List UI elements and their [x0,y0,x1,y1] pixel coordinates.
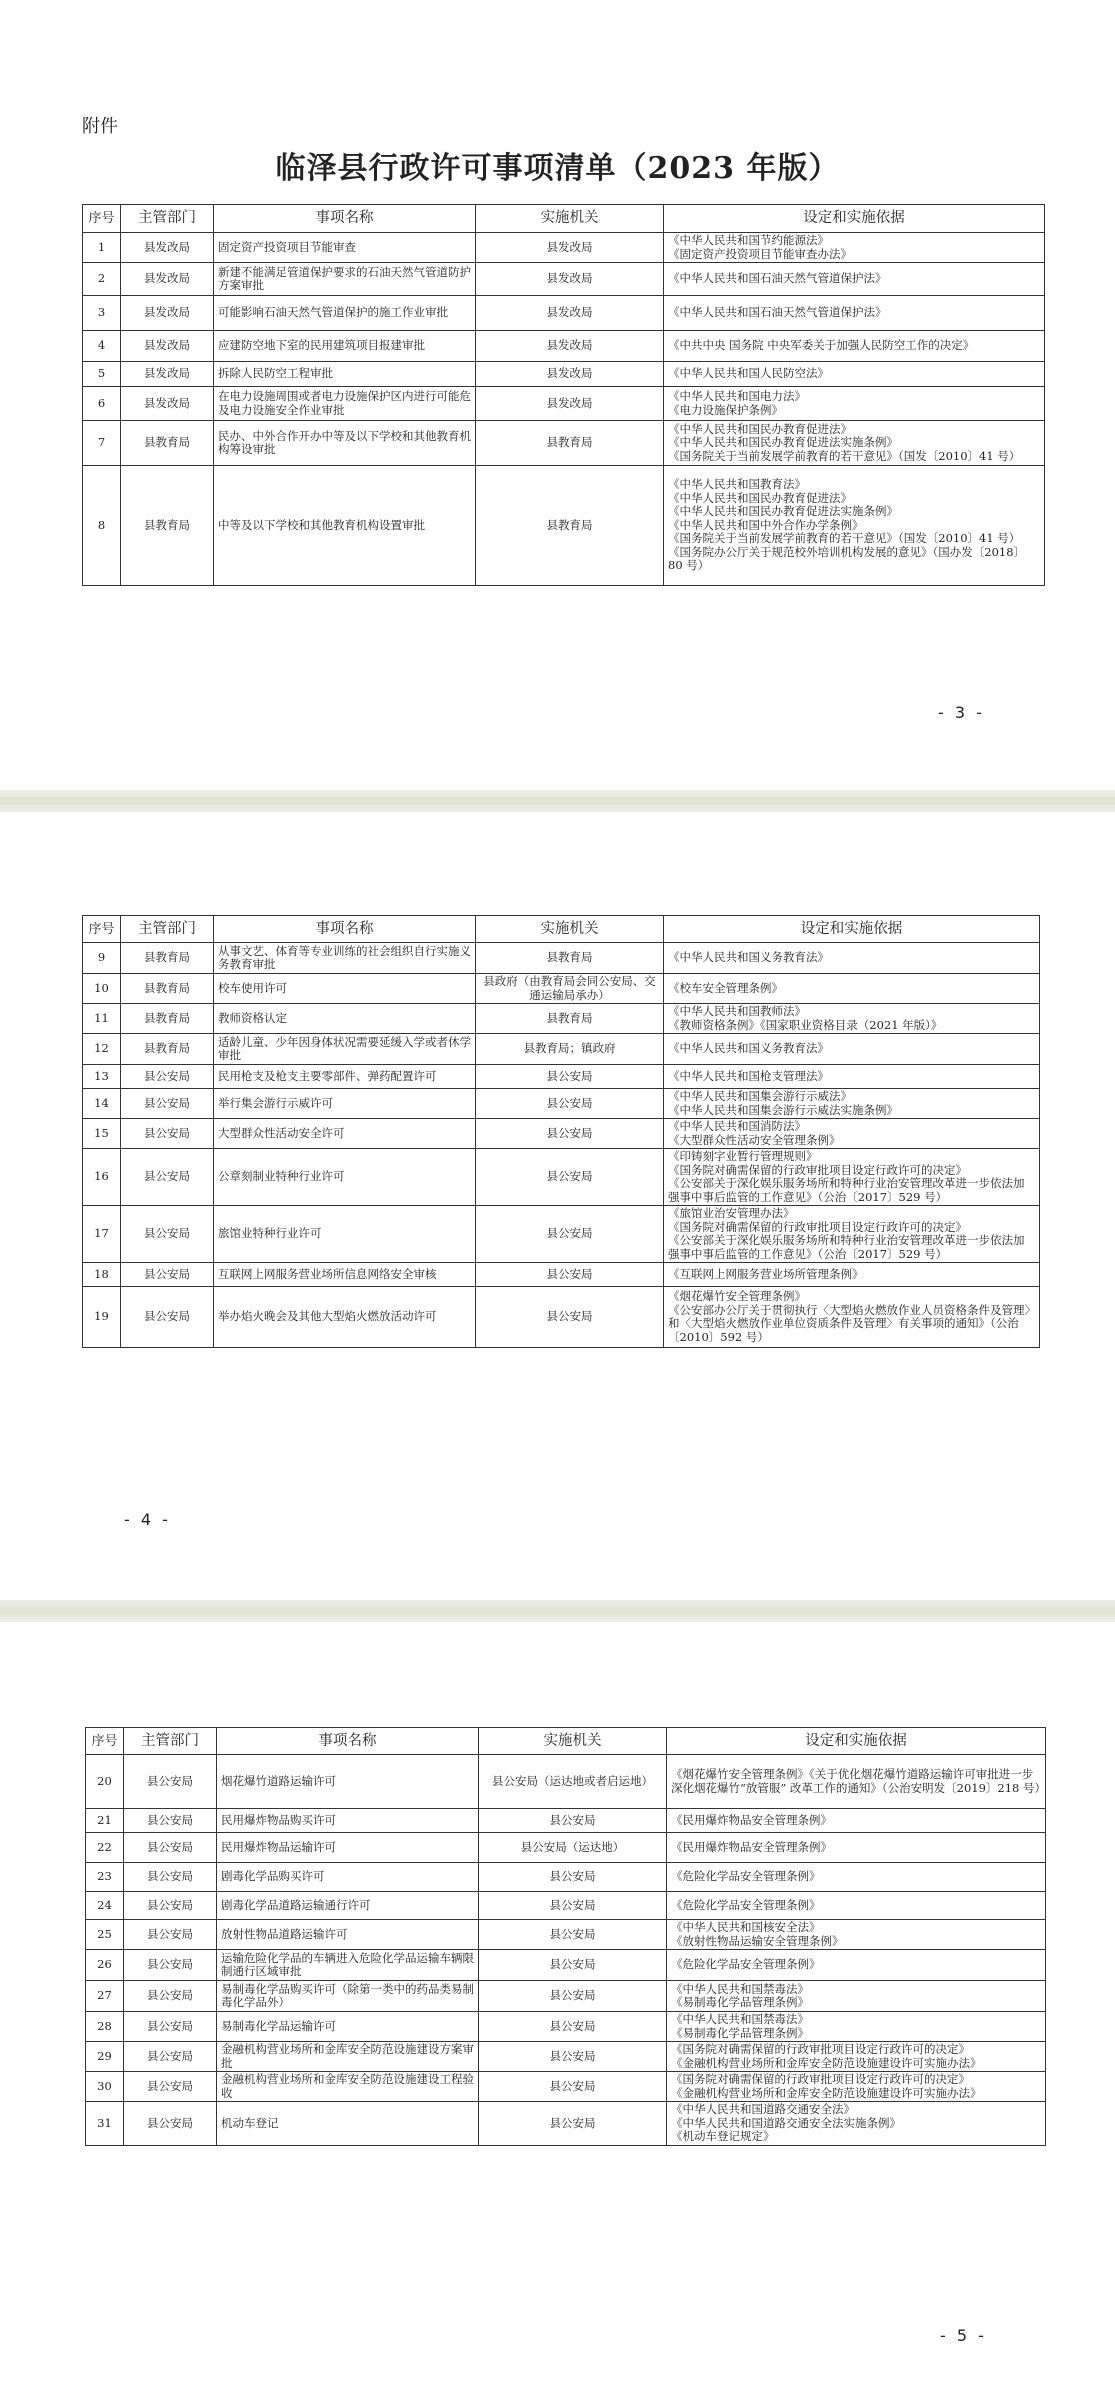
row-number: 10 [83,974,121,1004]
row-department: 县教育局 [121,1004,214,1034]
row-legal-basis: 《中华人民共和国核安全法》 《放射性物品运输安全管理条例》 [667,1920,1046,1950]
header-item: 事项名称 [217,1728,479,1755]
row-department: 县公安局 [121,1263,214,1287]
row-department: 县公安局 [124,1981,217,2012]
row-item-name: 放射性物品道路运输许可 [217,1920,479,1950]
attachment-label: 附件 [82,116,118,137]
row-legal-basis: 《中华人民共和国禁毒法》 《易制毒化学品管理条例》 [667,2012,1046,2042]
row-item-name: 校车使用许可 [214,974,476,1004]
row-number: 5 [83,362,121,387]
row-legal-basis: 《危险化学品安全管理条例》 [667,1950,1046,1981]
row-department: 县发改局 [121,387,214,421]
row-item-name: 举行集会游行示威许可 [214,1089,476,1119]
row-legal-basis: 《中华人民共和国人民防空法》 [664,362,1045,387]
page-number: - 4 - [124,1510,171,1529]
table-row [83,296,1045,331]
row-department: 县公安局 [124,1892,217,1920]
table-row [83,1119,1040,1149]
row-department: 县公安局 [124,2072,217,2102]
row-implementing-org: 县发改局 [476,362,664,387]
table-row [83,466,1045,586]
table-row [83,1263,1040,1287]
row-department: 县公安局 [124,2012,217,2042]
row-item-name: 新建不能满足管道保护要求的石油天然气管道防护方案审批 [214,263,476,296]
table-row [83,233,1045,263]
row-department: 县公安局 [121,1287,214,1348]
row-department: 县教育局 [121,421,214,466]
row-implementing-org: 县发改局 [476,233,664,263]
row-department: 县公安局 [124,1833,217,1863]
permit-table-page-3 [82,204,1045,586]
row-number: 16 [83,1149,121,1206]
permit-table-page-4 [82,915,1040,1348]
row-department: 县公安局 [121,1206,214,1263]
row-legal-basis: 《中华人民共和国禁毒法》 《易制毒化学品管理条例》 [667,1981,1046,2012]
row-number: 28 [86,2012,124,2042]
row-legal-basis: 《校车安全管理条例》 [664,974,1040,1004]
row-number: 24 [86,1892,124,1920]
table-row [83,387,1045,421]
row-department: 县发改局 [121,331,214,362]
row-legal-basis: 《中华人民共和国义务教育法》 [664,943,1040,974]
row-item-name: 互联网上网服务营业场所信息网络安全审核 [214,1263,476,1287]
table-row [86,1950,1046,1981]
row-item-name: 易制毒化学品运输许可 [217,2012,479,2042]
row-number: 6 [83,387,121,421]
row-legal-basis: 《中华人民共和国集会游行示威法》 《中华人民共和国集会游行示威法实施条例》 [664,1089,1040,1119]
row-department: 县教育局 [121,466,214,586]
row-legal-basis: 《中华人民共和国石油天然气管道保护法》 [664,296,1045,331]
permit-table-page-5 [85,1727,1046,2146]
table-row [83,421,1045,466]
row-implementing-org: 县公安局（运达地） [479,1833,667,1863]
row-legal-basis: 《危险化学品安全管理条例》 [667,1892,1046,1920]
header-org: 实施机关 [479,1728,667,1755]
row-implementing-org: 县发改局 [476,331,664,362]
row-implementing-org: 县发改局 [476,387,664,421]
row-legal-basis: 《国务院对确需保留的行政审批项目设定行政许可的决定》 《金融机构营业场所和金库安全防范设施建设许可实施办法》 [667,2072,1046,2102]
row-number: 25 [86,1920,124,1950]
row-department: 县公安局 [124,2042,217,2072]
row-number: 22 [86,1833,124,1863]
row-legal-basis: 《中华人民共和国道路交通安全法》 《中华人民共和国道路交通安全法实施条例》 《机动车登记规定》 [667,2102,1046,2146]
row-legal-basis: 《危险化学品安全管理条例》 [667,1863,1046,1892]
row-legal-basis: 《中华人民共和国义务教育法》 [664,1034,1040,1065]
row-implementing-org: 县公安局 [479,1950,667,1981]
row-department: 县公安局 [124,1809,217,1833]
table-header-row [86,1728,1046,1755]
table-row [86,2072,1046,2102]
row-implementing-org: 县公安局 [479,2102,667,2146]
row-item-name: 适龄儿童、少年因身体状况需要延缓入学或者休学审批 [214,1034,476,1065]
row-implementing-org: 县发改局 [476,296,664,331]
row-implementing-org: 县教育局 [476,1004,664,1034]
row-item-name: 旅馆业特种行业许可 [214,1206,476,1263]
header-dept: 主管部门 [121,916,214,943]
header-basis: 设定和实施依据 [664,916,1040,943]
row-implementing-org: 县公安局 [479,2012,667,2042]
row-implementing-org: 县公安局 [476,1287,664,1348]
row-implementing-org: 县公安局 [479,1920,667,1950]
row-implementing-org: 县公安局 [476,1149,664,1206]
row-number: 13 [83,1065,121,1089]
row-legal-basis: 《中华人民共和国消防法》 《大型群众性活动安全管理条例》 [664,1119,1040,1149]
row-implementing-org: 县教育局 [476,421,664,466]
table-header-row [83,916,1040,943]
row-number: 4 [83,331,121,362]
row-legal-basis: 《中华人民共和国电力法》 《电力设施保护条例》 [664,387,1045,421]
row-implementing-org: 县政府（由教育局会同公安局、交通运输局承办） [476,974,664,1004]
header-basis: 设定和实施依据 [664,205,1045,233]
page-separator [0,797,1115,805]
table-row [86,1809,1046,1833]
table-row [86,1892,1046,1920]
table-row [83,974,1040,1004]
row-department: 县公安局 [124,2102,217,2146]
row-item-name: 烟花爆竹道路运输许可 [217,1755,479,1809]
header-seq: 序号 [83,205,121,233]
table-row [86,2102,1046,2146]
header-item: 事项名称 [214,916,476,943]
row-implementing-org: 县公安局 [476,1263,664,1287]
row-implementing-org: 县公安局（运达地或者启运地） [479,1755,667,1809]
row-number: 20 [86,1755,124,1809]
row-department: 县教育局 [121,943,214,974]
row-number: 3 [83,296,121,331]
table-row [86,1833,1046,1863]
row-legal-basis: 《国务院对确需保留的行政审批项目设定行政许可的决定》 《金融机构营业场所和金库安全防范设施建设许可实施办法》 [667,2042,1046,2072]
row-implementing-org: 县公安局 [476,1206,664,1263]
row-number: 1 [83,233,121,263]
table-row [86,1863,1046,1892]
row-legal-basis: 《中华人民共和国石油天然气管道保护法》 [664,263,1045,296]
row-department: 县发改局 [121,233,214,263]
row-number: 29 [86,2042,124,2072]
row-number: 18 [83,1263,121,1287]
row-number: 11 [83,1004,121,1034]
row-legal-basis: 《中共中央 国务院 中央军委关于加强人民防空工作的决定》 [664,331,1045,362]
row-department: 县教育局 [121,974,214,1004]
row-implementing-org: 县教育局 [476,466,664,586]
row-legal-basis: 《烟花爆竹安全管理条例》 《公安部办公厅关于贯彻执行〈大型焰火燃放作业人员资格条件及管理〉和〈大型焰火燃放作业单位资质条件及管理〉有关事项的通知》（公治〔2010〕592 号） [664,1287,1040,1348]
row-implementing-org: 县公安局 [479,1863,667,1892]
page-3 [0,0,1115,790]
header-seq: 序号 [83,916,121,943]
row-number: 14 [83,1089,121,1119]
row-item-name: 易制毒化学品购买许可（除第一类中的药品类易制毒化学品外） [217,1981,479,2012]
row-number: 30 [86,2072,124,2102]
row-item-name: 大型群众性活动安全许可 [214,1119,476,1149]
row-item-name: 民用爆炸物品运输许可 [217,1833,479,1863]
row-item-name: 公章刻制业特种行业许可 [214,1149,476,1206]
row-legal-basis: 《旅馆业治安管理办法》 《国务院对确需保留的行政审批项目设定行政许可的决定》 《公安部关于深化娱乐服务场所和特种行业治安管理改革进一步依法加强事中事后监管的工作意见》（公治〔2017〕529 号） [664,1206,1040,1263]
page-number: - 5 - [940,2326,987,2345]
row-number: 12 [83,1034,121,1065]
row-item-name: 民办、中外合作开办中等及以下学校和其他教育机构筹设审批 [214,421,476,466]
row-number: 23 [86,1863,124,1892]
table-header-row [83,205,1045,233]
header-org: 实施机关 [476,916,664,943]
row-implementing-org: 县教育局 [476,943,664,974]
row-item-name: 可能影响石油天然气管道保护的施工作业审批 [214,296,476,331]
table-row [83,1065,1040,1089]
page-4 [0,812,1115,1600]
row-number: 15 [83,1119,121,1149]
table-row [86,1755,1046,1809]
header-item: 事项名称 [214,205,476,233]
row-item-name: 应建防空地下室的民用建筑项目报建审批 [214,331,476,362]
row-implementing-org: 县发改局 [476,263,664,296]
table-row [83,943,1040,974]
row-department: 县公安局 [124,1863,217,1892]
row-number: 19 [83,1287,121,1348]
row-legal-basis: 《中华人民共和国节约能源法》 《固定资产投资项目节能审查办法》 [664,233,1045,263]
row-item-name: 教师资格认定 [214,1004,476,1034]
row-department: 县发改局 [121,263,214,296]
table-row [83,362,1045,387]
table-row [83,1034,1040,1065]
table-row [83,1206,1040,1263]
row-implementing-org: 县教育局；镇政府 [476,1034,664,1065]
row-legal-basis: 《印铸刻字业暂行管理规则》 《国务院对确需保留的行政审批项目设定行政许可的决定》 《公安部关于深化娱乐服务场所和特种行业治安管理改革进一步依法加强事中事后监管的工作意见》（公治〔2017〕529 号） [664,1149,1040,1206]
row-legal-basis: 《烟花爆竹安全管理条例》《关于优化烟花爆竹道路运输许可审批进一步深化烟花爆竹“放管服” 改革工作的通知》（公治安明发〔2019〕218 号） [667,1755,1046,1809]
table-row [86,2012,1046,2042]
row-legal-basis: 《中华人民共和国民办教育促进法》 《中华人民共和国民办教育促进法实施条例》 《国务院关于当前发展学前教育的若干意见》（国发〔2010〕41 号） [664,421,1045,466]
row-number: 26 [86,1950,124,1981]
page-5 [0,1622,1115,2390]
table-row [86,1981,1046,2012]
row-department: 县公安局 [121,1065,214,1089]
table-row [83,1089,1040,1119]
row-department: 县发改局 [121,362,214,387]
row-department: 县公安局 [124,1950,217,1981]
table-row [86,2042,1046,2072]
row-item-name: 金融机构营业场所和金库安全防范设施建设方案审批 [217,2042,479,2072]
row-number: 2 [83,263,121,296]
row-department: 县公安局 [121,1149,214,1206]
row-item-name: 民用爆炸物品购买许可 [217,1809,479,1833]
row-number: 8 [83,466,121,586]
header-seq: 序号 [86,1728,124,1755]
row-legal-basis: 《中华人民共和国枪支管理法》 [664,1065,1040,1089]
row-item-name: 中等及以下学校和其他教育机构设置审批 [214,466,476,586]
table-row [83,331,1045,362]
row-department: 县公安局 [124,1755,217,1809]
header-basis: 设定和实施依据 [667,1728,1046,1755]
row-legal-basis: 《中华人民共和国教师法》 《教师资格条例》《国家职业资格目录（2021 年版）》 [664,1004,1040,1034]
row-item-name: 剧毒化学品购买许可 [217,1863,479,1892]
row-item-name: 机动车登记 [217,2102,479,2146]
row-legal-basis: 《民用爆炸物品安全管理条例》 [667,1833,1046,1863]
row-implementing-org: 县公安局 [479,1981,667,2012]
row-number: 27 [86,1981,124,2012]
row-legal-basis: 《民用爆炸物品安全管理条例》 [667,1809,1046,1833]
row-implementing-org: 县公安局 [476,1089,664,1119]
document-title: 临泽县行政许可事项清单（2023 年版） [275,151,840,186]
row-item-name: 民用枪支及枪支主要零部件、弹药配置许可 [214,1065,476,1089]
table-row [83,1287,1040,1348]
row-department: 县公安局 [121,1089,214,1119]
table-row [83,1149,1040,1206]
table-row [83,263,1045,296]
row-item-name: 在电力设施周围或者电力设施保护区内进行可能危及电力设施安全作业审批 [214,387,476,421]
table-row [86,1920,1046,1950]
row-item-name: 从事文艺、体育等专业训练的社会组织自行实施义务教育审批 [214,943,476,974]
table-row [83,1004,1040,1034]
row-item-name: 运输危险化学品的车辆进入危险化学品运输车辆限制通行区域审批 [217,1950,479,1981]
row-implementing-org: 县公安局 [476,1065,664,1089]
row-implementing-org: 县公安局 [476,1119,664,1149]
row-department: 县教育局 [121,1034,214,1065]
row-department: 县公安局 [124,1920,217,1950]
row-implementing-org: 县公安局 [479,1892,667,1920]
row-item-name: 金融机构营业场所和金库安全防范设施建设工程验收 [217,2072,479,2102]
header-dept: 主管部门 [124,1728,217,1755]
row-number: 17 [83,1206,121,1263]
row-legal-basis: 《互联网上网服务营业场所管理条例》 [664,1263,1040,1287]
row-legal-basis: 《中华人民共和国教育法》 《中华人民共和国民办教育促进法》 《中华人民共和国民办教育促进法实施条例》 《中华人民共和国中外合作办学条例》 《国务院关于当前发展学前教育的若干意见》（国发〔2010〕41 号） 《国务院办公厅关于规范校外培训机构发展的意见》（国办发〔2018〕 80 号） [664,466,1045,586]
row-implementing-org: 县公安局 [479,2042,667,2072]
header-org: 实施机关 [476,205,664,233]
row-implementing-org: 县公安局 [479,1809,667,1833]
row-item-name: 举办焰火晚会及其他大型焰火燃放活动许可 [214,1287,476,1348]
row-department: 县发改局 [121,296,214,331]
row-department: 县公安局 [121,1119,214,1149]
row-number: 31 [86,2102,124,2146]
row-number: 9 [83,943,121,974]
header-dept: 主管部门 [121,205,214,233]
row-item-name: 拆除人民防空工程审批 [214,362,476,387]
page-separator [0,1607,1115,1615]
row-number: 7 [83,421,121,466]
row-item-name: 固定资产投资项目节能审查 [214,233,476,263]
row-number: 21 [86,1809,124,1833]
row-item-name: 剧毒化学品道路运输通行许可 [217,1892,479,1920]
row-implementing-org: 县公安局 [479,2072,667,2102]
page-number: - 3 - [938,703,985,722]
